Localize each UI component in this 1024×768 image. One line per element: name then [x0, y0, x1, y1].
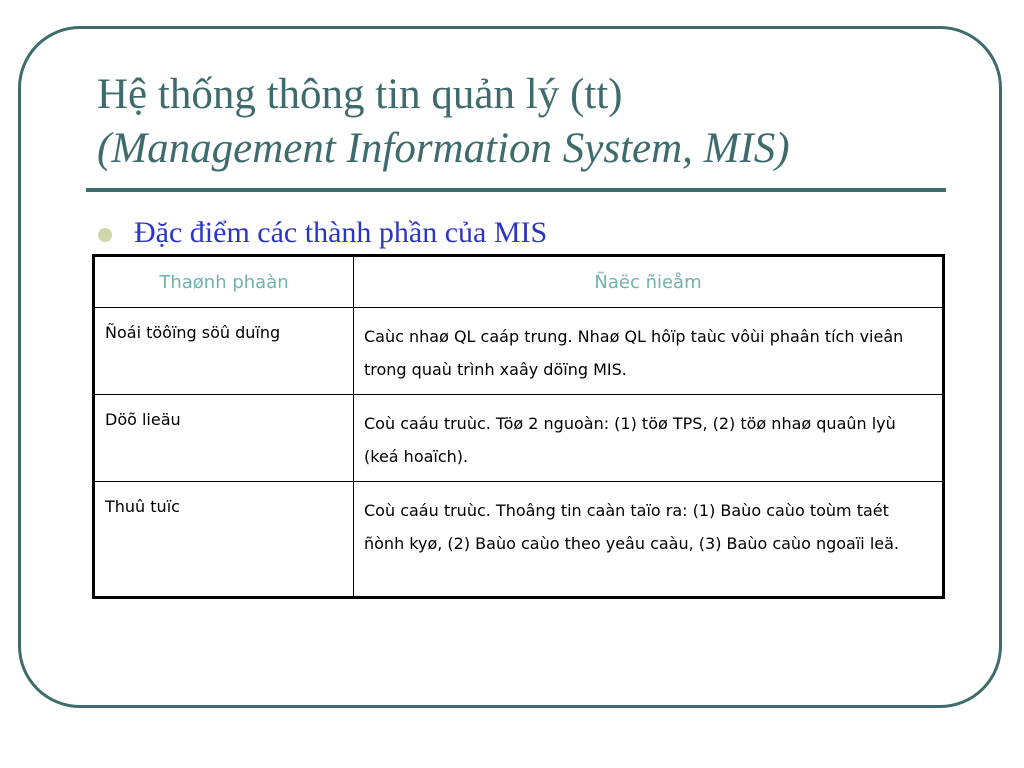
title-divider	[86, 188, 946, 192]
mis-components-table	[92, 254, 945, 599]
cell-component: Ñoái töôïng söû duïng	[94, 308, 354, 395]
table-row	[94, 482, 944, 598]
cell-component: Thuû tuïc	[94, 482, 354, 598]
bullet-dot-icon	[98, 228, 112, 242]
bullet-item	[98, 216, 547, 250]
table-header-row	[94, 256, 944, 308]
table-row	[94, 395, 944, 482]
bullet-text: Đặc điểm các thành phần của MIS	[134, 216, 548, 249]
title-line-english: (Management Information System, MIS)	[97, 125, 790, 172]
cell-component: Döõ lieäu	[94, 395, 354, 482]
table-row	[94, 308, 944, 395]
cell-description: Coù caáu truùc. Thoâng tin caàn taïo ra: (1) Baùo caùo toùm taét ñònh kyø, (2) Baùo caùo theo yeâu caàu, (3) Baùo caùo ngoaïi leä.	[354, 482, 944, 598]
header-component: Thaønh phaàn	[94, 256, 354, 308]
cell-description: Coù caáu truùc. Töø 2 nguoàn: (1) töø TPS, (2) töø nhaø quaûn lyù (keá hoaïch).	[354, 395, 944, 482]
header-description: Ñaëc ñieåm	[354, 256, 944, 308]
slide-title	[97, 68, 937, 176]
title-line-vietnamese: Hệ thống thông tin quản lý (tt)	[97, 71, 623, 118]
cell-description: Caùc nhaø QL caáp trung. Nhaø QL hôïp taùc vôùi phaân tích vieân trong quaù trình xaây döïng MIS.	[354, 308, 944, 395]
